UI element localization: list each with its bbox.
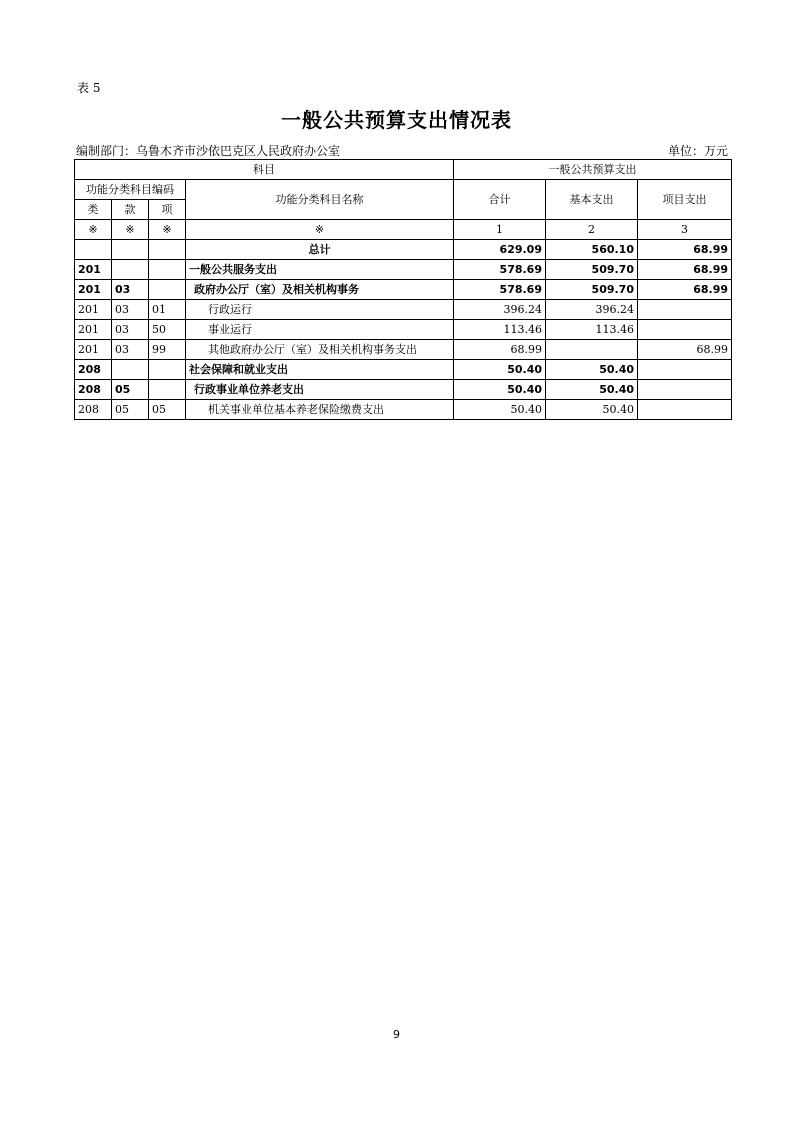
page-title: 一般公共预算支出情况表 <box>281 108 512 132</box>
xiang-cell: 50 <box>149 320 186 340</box>
empty-cell <box>149 240 186 260</box>
total-cell: 578.69 <box>454 280 546 300</box>
kuan-cell: 03 <box>112 280 149 300</box>
department-label: 编制部门：乌鲁木齐市沙依巴克区人民政府办公室 <box>76 144 341 158</box>
xiang-cell: 99 <box>149 340 186 360</box>
table-row <box>75 340 732 360</box>
xiang-cell <box>149 280 186 300</box>
table-row <box>75 280 732 300</box>
table-row <box>75 400 732 420</box>
project-cell <box>638 320 732 340</box>
total-cell: 50.40 <box>454 380 546 400</box>
total-cell: 50.40 <box>454 400 546 420</box>
total-cell: 578.69 <box>454 260 546 280</box>
name-cell: 其他政府办公厅（室）及相关机构事务支出 <box>186 340 454 360</box>
project-cell: 68.99 <box>638 280 732 300</box>
basic-cell: 50.40 <box>546 360 638 380</box>
table-row <box>75 300 732 320</box>
table-row <box>75 260 732 280</box>
empty-cell <box>112 240 149 260</box>
basic-cell <box>546 340 638 360</box>
name-header: 功能分类科目名称 <box>186 180 454 220</box>
page-number: 9 <box>393 1028 400 1041</box>
table-row <box>75 360 732 380</box>
basic-cell: 509.70 <box>546 280 638 300</box>
table-row <box>75 320 732 340</box>
total-cell: 50.40 <box>454 360 546 380</box>
name-cell: 事业运行 <box>186 320 454 340</box>
project-cell <box>638 380 732 400</box>
lei-cell: 201 <box>75 320 112 340</box>
xiang-cell <box>149 380 186 400</box>
project-cell: 68.99 <box>638 260 732 280</box>
name-cell: 社会保障和就业支出 <box>186 360 454 380</box>
kuan-cell <box>112 360 149 380</box>
index-cell: 1 <box>454 220 546 240</box>
mark-cell: ※ <box>186 220 454 240</box>
xiang-cell: 05 <box>149 400 186 420</box>
xiang-cell: 01 <box>149 300 186 320</box>
lei-cell: 201 <box>75 300 112 320</box>
lei-header: 类 <box>75 200 112 220</box>
project-cell <box>638 400 732 420</box>
basic-cell: 396.24 <box>546 300 638 320</box>
name-cell: 行政事业单位养老支出 <box>186 380 454 400</box>
lei-cell: 208 <box>75 360 112 380</box>
budget-table <box>74 159 732 420</box>
basic-cell: 113.46 <box>546 320 638 340</box>
basic-cell: 50.40 <box>546 400 638 420</box>
project-cell <box>638 360 732 380</box>
project-value: 68.99 <box>638 240 732 260</box>
total-cell: 113.46 <box>454 320 546 340</box>
kuan-cell: 03 <box>112 340 149 360</box>
table-number: 表 5 <box>77 81 101 95</box>
total-label: 总计 <box>186 240 454 260</box>
lei-cell: 208 <box>75 400 112 420</box>
header-row-1 <box>75 160 732 180</box>
total-cell: 396.24 <box>454 300 546 320</box>
kuan-cell: 03 <box>112 300 149 320</box>
project-header: 项目支出 <box>638 180 732 220</box>
basic-header: 基本支出 <box>546 180 638 220</box>
table-row <box>75 380 732 400</box>
mark-cell: ※ <box>75 220 112 240</box>
index-cell: 2 <box>546 220 638 240</box>
empty-cell <box>75 240 112 260</box>
subject-header: 科目 <box>75 160 454 180</box>
mark-cell: ※ <box>149 220 186 240</box>
project-cell <box>638 300 732 320</box>
budget-header: 一般公共预算支出 <box>454 160 732 180</box>
mark-cell: ※ <box>112 220 149 240</box>
basic-cell: 509.70 <box>546 260 638 280</box>
xiang-header: 项 <box>149 200 186 220</box>
name-cell: 机关事业单位基本养老保险缴费支出 <box>186 400 454 420</box>
total-row <box>75 240 732 260</box>
index-cell: 3 <box>638 220 732 240</box>
total-value: 629.09 <box>454 240 546 260</box>
index-row <box>75 220 732 240</box>
total-header: 合计 <box>454 180 546 220</box>
kuan-cell: 03 <box>112 320 149 340</box>
xiang-cell <box>149 260 186 280</box>
kuan-cell: 05 <box>112 380 149 400</box>
code-group-header: 功能分类科目编码 <box>75 180 186 200</box>
basic-value: 560.10 <box>546 240 638 260</box>
lei-cell: 201 <box>75 280 112 300</box>
header-row-2 <box>75 180 732 200</box>
lei-cell: 208 <box>75 380 112 400</box>
lei-cell: 201 <box>75 260 112 280</box>
xiang-cell <box>149 360 186 380</box>
kuan-cell: 05 <box>112 400 149 420</box>
name-cell: 一般公共服务支出 <box>186 260 454 280</box>
name-cell: 行政运行 <box>186 300 454 320</box>
basic-cell: 50.40 <box>546 380 638 400</box>
lei-cell: 201 <box>75 340 112 360</box>
total-cell: 68.99 <box>454 340 546 360</box>
unit-label: 单位：万元 <box>667 144 728 158</box>
kuan-cell <box>112 260 149 280</box>
kuan-header: 款 <box>112 200 149 220</box>
name-cell: 政府办公厅（室）及相关机构事务 <box>186 280 454 300</box>
project-cell: 68.99 <box>638 340 732 360</box>
